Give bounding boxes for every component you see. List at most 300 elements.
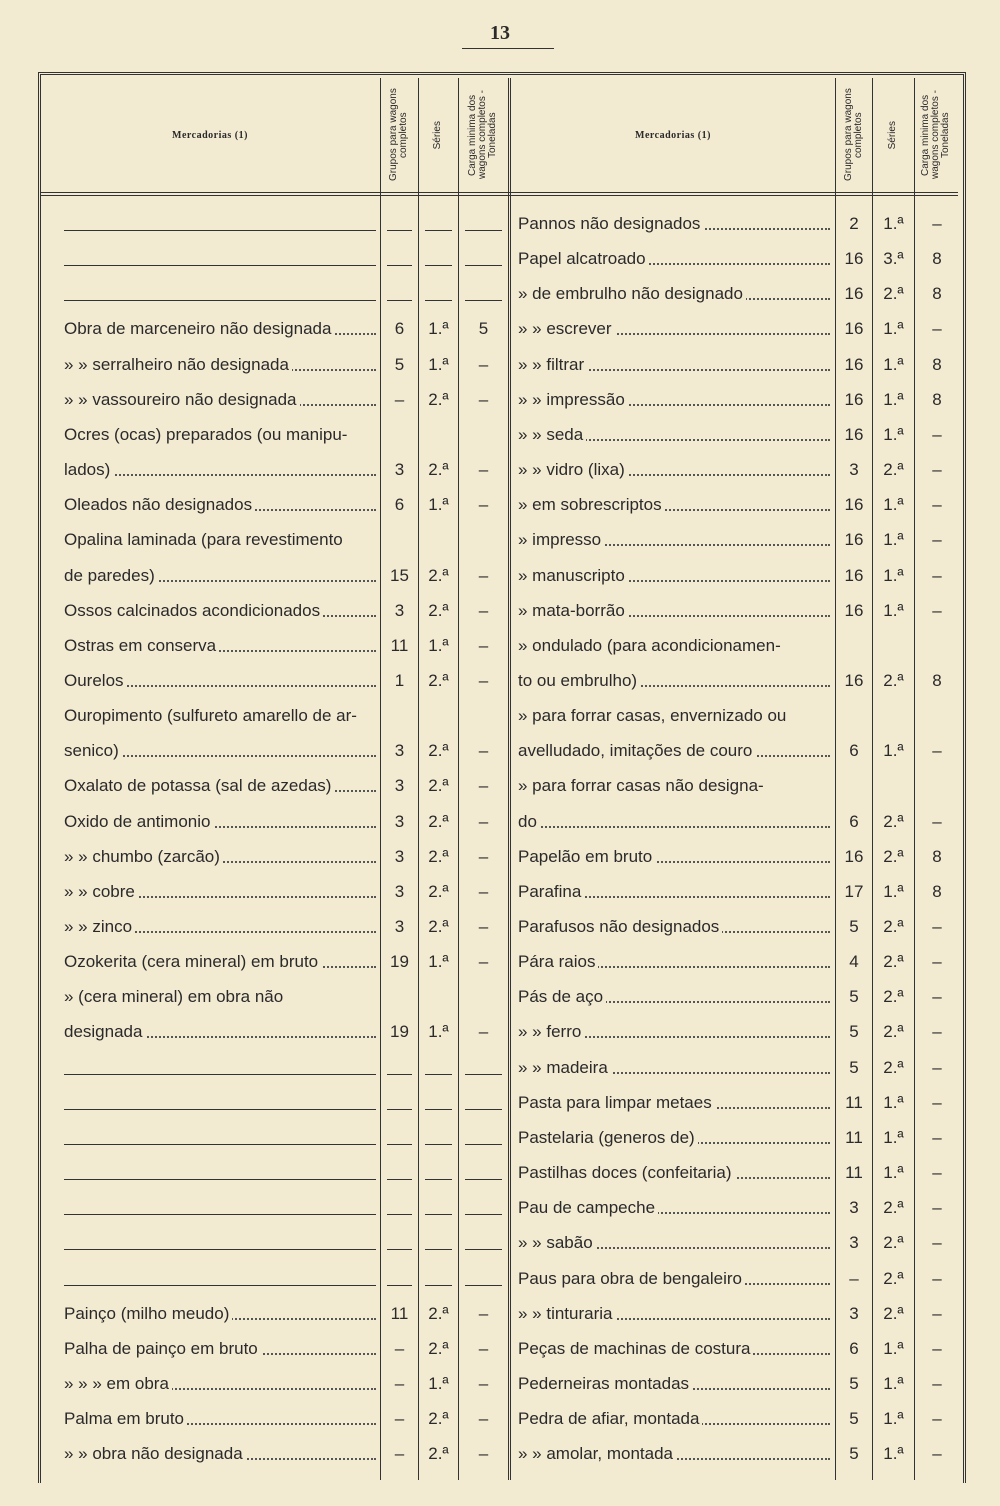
merchandise-text: » para forrar casas, envernizado ou [518,706,789,725]
grupos-cell: 3 [394,741,405,761]
merchandise-cell [518,1401,830,1436]
merchandise-cell [518,276,830,311]
grupos-cell: 16 [844,670,864,690]
grupos-cell: 11 [845,1163,863,1183]
grupos-cell: – [394,1444,405,1464]
carga-cell: – [932,214,942,233]
series-cell: 1.ª [883,495,904,515]
merchandise-cell [518,487,830,522]
carga-cell: – [478,354,489,374]
series-cell: 3.ª [883,249,904,269]
series-cell: 2.ª [428,741,449,761]
merchandise-cell [518,1014,830,1049]
grupos-cell: – [394,1409,405,1429]
merchandise-text: » » vassoureiro não designada [64,390,300,409]
grupos-cell: 2 [849,214,859,233]
table-row [0,874,1000,909]
merchandise-text: Ocres (ocas) preparados (ou manipu- [64,425,350,444]
series-cell: 2.ª [428,389,449,409]
merchandise-text: Pás de aço [518,987,606,1006]
merchandise-text: Parafusos não designados [518,917,722,936]
merchandise-cell [518,206,830,241]
series-cell: 1.ª [428,1022,449,1042]
grupos-cell: 16 [844,600,864,620]
grupos-cell: 3 [849,1233,859,1253]
grupos-cell: 3 [394,811,405,831]
series-cell: 1.ª [883,881,904,901]
carga-cell: – [478,1303,489,1323]
merchandise-text: » ondulado (para acondicionamen- [518,636,784,655]
series-cell: 1.ª [428,495,449,515]
merchandise-text: » » chumbo (zarcão) [64,847,223,866]
series-cell: 2.ª [883,846,904,866]
grupos-cell: 16 [844,319,864,339]
carga-cell: – [478,776,489,796]
merchandise-text: Pedra de afiar, montada [518,1409,702,1428]
merchandise-cell [518,1366,830,1401]
merchandise-cell [518,1085,830,1120]
carga-cell: – [478,952,489,972]
header-carga-left [458,78,511,192]
page-number: 13 [490,22,510,44]
merchandise-text: Ouropimento (sulfureto amarello de ar- [64,706,360,725]
merchandise-text: Pederneiras montadas [518,1374,692,1393]
grupos-cell: 3 [394,460,405,480]
merchandise-text: Ostras em conserva [64,636,219,655]
merchandise-text: Papelão em bruto [518,847,655,866]
carga-cell: – [932,1233,942,1253]
merchandise-text: Pastilhas doces (confeitaria) [518,1163,735,1182]
grupos-cell: 3 [849,1303,859,1323]
series-cell: 2.ª [883,917,904,936]
merchandise-cell [518,979,830,1014]
merchandise-text: Pastelaria (generos de) [518,1128,698,1147]
carga-cell: 8 [932,846,942,866]
carga-cell: 8 [932,284,942,304]
carga-cell: – [932,1303,942,1323]
carga-cell: – [932,1127,942,1147]
merchandise-text: Oleados não designados [64,495,255,514]
series-cell: 1.ª [883,214,904,233]
merchandise-cell [518,1190,830,1225]
series-cell: 2.ª [428,460,449,480]
merchandise-cell [518,241,830,276]
carga-cell: – [932,424,942,444]
carga-cell: – [932,1338,942,1358]
series-cell: 1.ª [883,1092,904,1112]
series-cell: 2.ª [883,460,904,480]
series-cell: 1.ª [883,389,904,409]
series-cell: 1.ª [883,1163,904,1183]
table-row [0,241,1000,276]
carga-cell: – [932,1198,942,1218]
grupos-cell: 16 [844,424,864,444]
carga-cell: 5 [478,319,489,339]
grupos-cell: 3 [394,600,405,620]
series-cell: 2.ª [428,1444,449,1464]
grupos-cell: 11 [390,635,409,655]
carga-cell: – [932,565,942,585]
carga-cell: – [932,1163,942,1183]
merchandise-cell [518,733,830,768]
series-cell: 2.ª [883,987,904,1007]
leader-dots [518,826,830,828]
grupos-cell: 19 [390,1022,409,1042]
merchandise-text: Pasta para limpar metaes [518,1093,715,1112]
series-cell: 2.ª [428,811,449,831]
carga-cell: – [932,952,942,972]
grupos-cell: 5 [849,1409,859,1429]
carga-cell: – [932,530,942,550]
grupos-cell [836,698,872,733]
grupos-cell: 5 [394,354,405,374]
grupos-cell: 6 [849,1338,859,1358]
merchandise-text: Ourelos [64,671,127,690]
grupos-cell: 5 [849,987,859,1007]
grupos-cell: 3 [849,1198,859,1218]
series-cell: 2.ª [428,1338,449,1358]
carga-cell: – [478,495,489,515]
carga-cell: – [932,1022,942,1042]
merchandise-cell [518,1155,830,1190]
merchandise-text: » » zinco [64,917,135,936]
series-cell: 2.ª [883,670,904,690]
grupos-cell: 11 [390,1303,409,1323]
merchandise-text: to ou embrulho) [518,671,640,690]
header-series-right-label: Séries [887,120,898,150]
merchandise-cell [518,593,830,628]
carga-cell: – [932,319,942,339]
merchandise-cell [518,1120,830,1155]
merchandise-cell [518,909,830,944]
header-carga-right [914,78,958,192]
carga-cell: – [478,741,489,761]
header-carga-right-label: Carga minima dos wagons completos - Toneladas [920,90,951,180]
series-cell: 1.ª [883,319,904,339]
header-series-left [418,78,459,192]
table-row [0,1085,1000,1120]
grupos-cell: 5 [849,1373,859,1393]
grupos-cell: – [394,1338,405,1358]
merchandise-cell [518,1436,830,1471]
merchandise-cell [518,558,830,593]
series-cell: 2.ª [428,600,449,620]
carga-cell: – [478,1409,489,1429]
carga-cell: – [932,1373,942,1393]
carga-cell: 8 [932,249,942,269]
series-cell: 2.ª [428,1303,449,1323]
grupos-cell [836,628,872,663]
series-cell: 1.ª [428,1373,449,1393]
merchandise-text: » » » em obra [64,1374,172,1393]
series-cell: 1.ª [428,635,449,655]
table-row [0,1050,1000,1085]
grupos-cell: 19 [390,952,409,972]
header-grupos-left [380,78,419,192]
merchandise-cell [518,311,830,346]
series-cell: 2.ª [883,1022,904,1042]
carga-cell: – [932,1409,942,1429]
merchandise-text: Papel alcatroado [518,249,649,268]
series-cell [873,768,914,803]
grupos-cell: 16 [844,846,864,866]
merchandise-text: Palma em bruto [64,1409,187,1428]
table-row [0,909,1000,944]
carga-cell: – [932,1057,942,1077]
grupos-cell: 16 [844,495,864,515]
merchandise-text: lados) [64,460,113,479]
carga-cell: – [932,741,942,761]
carga-cell: – [478,600,489,620]
grupos-cell: – [394,389,405,409]
table-row [0,1261,1000,1296]
series-cell: 2.ª [883,1303,904,1323]
carga-cell: – [478,881,489,901]
series-cell: 2.ª [428,917,449,936]
grupos-cell: 16 [844,284,864,304]
grupos-cell: 4 [849,952,859,972]
page-number-rule [462,48,554,49]
grupos-cell [836,768,872,803]
carga-cell [915,698,959,733]
table-row [0,1120,1000,1155]
carga-cell: – [932,917,942,936]
carga-cell: – [478,1444,489,1464]
merchandise-cell [518,417,830,452]
series-cell: 1.ª [883,1444,904,1464]
carga-cell: – [478,811,489,831]
series-cell: 1.ª [883,600,904,620]
carga-cell: – [932,460,942,480]
carga-cell: – [932,811,942,831]
grupos-cell: 5 [849,1057,859,1077]
grupos-cell: – [394,1373,405,1393]
merchandise-text: » de embrulho não designado [518,284,746,303]
merchandise-text: » » serralheiro não designada [64,355,292,374]
grupos-cell: 5 [849,917,859,936]
series-cell: 2.ª [883,811,904,831]
series-cell: 1.ª [883,565,904,585]
series-cell: 2.ª [883,1198,904,1218]
carga-cell: – [478,670,489,690]
merchandise-cell [518,1225,830,1260]
table-row [0,663,1000,698]
merchandise-cell [518,382,830,417]
merchandise-text: » impresso [518,530,604,549]
grupos-cell: 3 [849,460,859,480]
merchandise-cell [518,452,830,487]
merchandise-text: » » sabão [518,1233,596,1252]
merchandise-text: Obra de marceneiro não designada [64,319,334,338]
grupos-cell: 16 [844,354,864,374]
series-cell: 1.ª [883,530,904,550]
merchandise-cell [518,874,830,909]
merchandise-text: Ossos calcinados acondicionados [64,601,323,620]
grupos-cell: 6 [394,319,405,339]
merchandise-text: » para forrar casas não designa- [518,776,767,795]
carga-cell: – [478,1338,489,1358]
merchandise-cell [518,944,830,979]
series-cell: 2.ª [428,881,449,901]
merchandise-cell [518,1331,830,1366]
grupos-cell: 6 [849,741,859,761]
merchandise-text: designada [64,1022,145,1041]
carga-cell: – [478,565,489,585]
series-cell: 2.ª [883,1268,904,1288]
carga-cell: – [932,600,942,620]
series-cell: 1.ª [428,354,449,374]
grupos-cell: 11 [845,1127,863,1147]
grupos-cell: 17 [844,881,864,901]
carga-cell: – [932,987,942,1007]
series-cell: 1.ª [428,952,449,972]
table-row [0,1014,1000,1049]
series-cell: 2.ª [428,1409,449,1429]
header-grupos-right [835,78,873,192]
carga-cell: – [478,1022,489,1042]
series-cell [873,628,914,663]
grupos-cell: 3 [394,776,405,796]
grupos-cell: 16 [844,530,864,550]
carga-cell: – [932,1092,942,1112]
merchandise-cell [518,768,830,803]
merchandise-text: » » cobre [64,882,138,901]
grupos-cell: 3 [394,846,405,866]
merchandise-text: » » escrever [518,319,615,338]
merchandise-text: » » amolar, montada [518,1444,676,1463]
merchandise-text: Ozokerita (cera mineral) em bruto [64,952,321,971]
grupos-cell: 5 [849,1444,859,1464]
merchandise-text: » » impressão [518,390,628,409]
grupos-cell: 6 [394,495,405,515]
merchandise-text: de paredes) [64,566,158,585]
carga-cell: – [932,495,942,515]
table-row [0,1190,1000,1225]
carga-cell: – [932,1268,942,1288]
header-grupos-right-label: Grupos para wagons completos [842,88,864,182]
carga-cell: 8 [932,389,942,409]
header-merc-left-label: Mercadorias (1) [172,129,248,141]
merchandise-text: » » tinturaria [518,1304,616,1323]
carga-cell: – [478,917,489,936]
series-cell: 2.ª [428,846,449,866]
series-cell [873,698,914,733]
merchandise-text: Oxido de antimonio [64,812,213,831]
merchandise-text: Oxalato de potassa (sal de azedas) [64,776,334,795]
merchandise-cell [518,628,830,663]
series-cell: 2.ª [428,565,449,585]
merchandise-cell [518,1261,830,1296]
series-cell: 1.ª [883,354,904,374]
series-cell: 1.ª [883,424,904,444]
header-grupos-left-label: Grupos para wagons completos [388,88,409,182]
carga-cell: 8 [932,670,942,690]
merchandise-cell [518,1050,830,1085]
merchandise-cell [518,522,830,557]
carga-cell: – [478,460,489,480]
carga-cell: 8 [932,881,942,901]
header-series-left-label: Séries [432,120,443,150]
merchandise-text: Parafina [518,882,584,901]
merchandise-text: Pau de campeche [518,1198,658,1217]
grupos-cell: 6 [849,811,859,831]
carga-cell: 8 [932,354,942,374]
table-header [40,78,958,196]
header-series-right [872,78,915,192]
grupos-cell: 11 [845,1092,863,1112]
series-cell: 2.ª [883,952,904,972]
merchandise-cell [518,347,830,382]
table-row [0,1225,1000,1260]
carga-cell: – [478,389,489,409]
table-row [0,733,1000,768]
grupos-cell: 5 [849,1022,859,1042]
merchandise-text: » em sobrescriptos [518,495,665,514]
series-cell: 2.ª [428,670,449,690]
carga-cell [915,628,959,663]
series-cell: 2.ª [883,1233,904,1253]
merchandise-text: avelludado, imitações de couro [518,741,755,760]
header-merc-right-label: Mercadorias (1) [635,129,711,141]
merchandise-text: » » vidro (lixa) [518,460,628,479]
series-cell: 1.ª [883,741,904,761]
merchandise-cell [518,1296,830,1331]
carga-cell: – [478,635,489,655]
merchandise-text: » » filtrar [518,355,587,374]
merchandise-text: Painço (milho meudo) [64,1304,232,1323]
grupos-cell: – [849,1268,859,1288]
header-merc-left [40,78,381,192]
grupos-cell: 16 [844,249,864,269]
header-carga-left-label: Carga minima dos wagons completos - Toneladas [467,90,498,180]
merchandise-cell [518,663,830,698]
carga-cell: – [478,846,489,866]
merchandise-text: Opalina laminada (para revestimento [64,530,346,549]
carga-cell: – [932,1444,942,1464]
merchandise-text: Palha de painço em bruto [64,1339,261,1358]
series-cell: 1.ª [883,1338,904,1358]
grupos-cell: 16 [844,389,864,409]
series-cell: 1.ª [883,1127,904,1147]
merchandise-text: Paus para obra de bengaleiro [518,1269,745,1288]
merchandise-text: » manuscripto [518,566,628,585]
grupos-cell: 3 [394,881,405,901]
merchandise-text: » » seda [518,425,586,444]
table-row [0,206,1000,241]
merchandise-cell [518,839,830,874]
merchandise-text: » mata-borrão [518,601,628,620]
merchandise-cell [518,698,830,733]
merchandise-text: » » obra não designada [64,1444,246,1463]
series-cell: 2.ª [883,1057,904,1077]
merchandise-text: » » ferro [518,1022,584,1041]
merchandise-text: senico) [64,741,122,760]
merchandise-text: Pannos não designados [518,214,703,233]
carga-cell: – [478,1373,489,1393]
merchandise-text: do [518,812,540,831]
series-cell: 2.ª [428,776,449,796]
grupos-cell: 15 [390,565,409,585]
series-cell: 1.ª [883,1409,904,1429]
series-cell: 2.ª [883,284,904,304]
merchandise-text: Pára raios [518,952,598,971]
series-cell: 1.ª [883,1373,904,1393]
merchandise-text: Peças de machinas de costura [518,1339,753,1358]
table-row [0,276,1000,311]
carga-cell [915,768,959,803]
grupos-cell: 3 [394,917,405,936]
header-merc-right [511,78,836,192]
